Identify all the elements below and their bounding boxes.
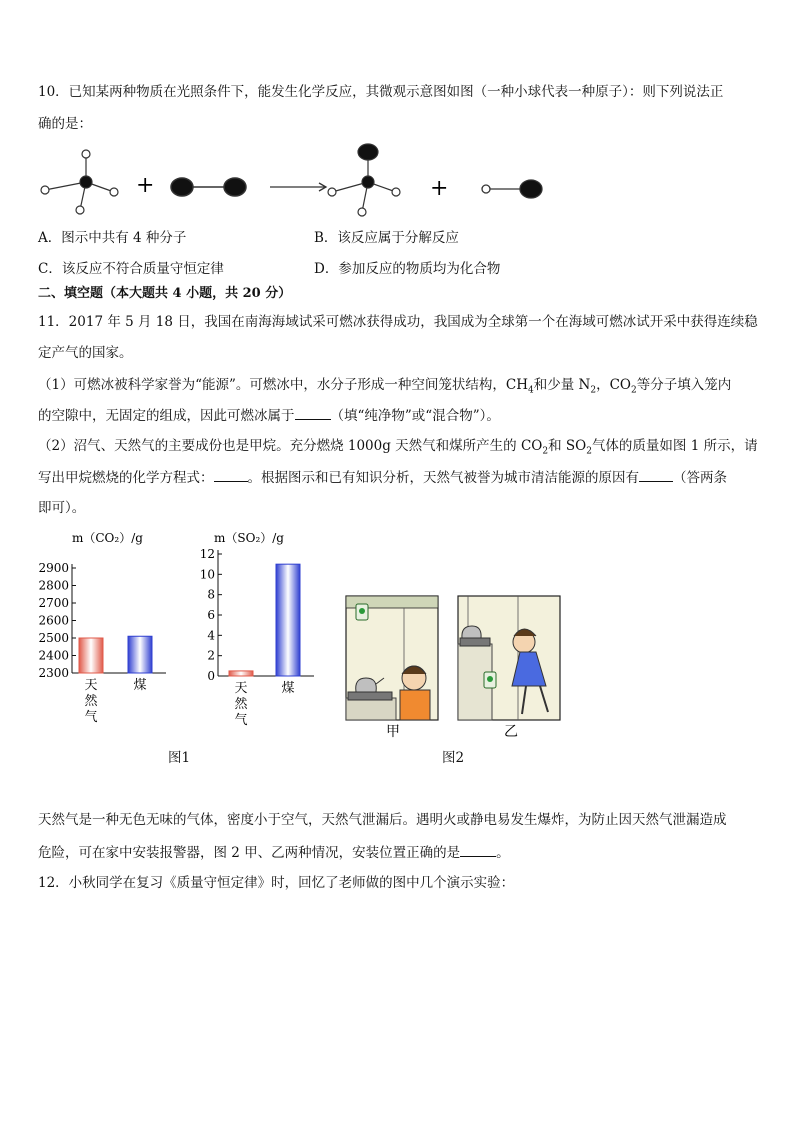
panel-label-jia: 甲 [386,724,400,740]
co2-bar-chart [28,528,188,738]
q11-part2-line3: 即可）。 [38,500,86,516]
panel-jia [346,596,438,720]
section-2-title: 二、填空题（本大题共 4 小题，共 20 分） [38,286,292,301]
bar-coal [128,636,152,673]
y-tick-label: 6 [207,608,215,622]
y-tick-label: 12 [199,547,215,561]
q10-option-a: A．图示中共有 4 种分子 [38,230,187,246]
x-tick-label: 气 [84,710,98,725]
q11-after-line2: 危险，可在家中安装报警器，图 2 甲、乙两种情况，安装位置正确的是 。 [38,842,756,863]
y-tick-label: 10 [199,567,215,582]
answer-blank-4[interactable] [460,842,496,857]
panel-label-yi: 乙 [504,724,518,740]
q11-part1-line2: 的空隙中，无固定的组成，因此可燃冰属于 （填“纯净物”或“混合物”）。 [38,405,756,426]
x-tick-label: 煤 [281,681,295,696]
y-tick-label: 4 [207,628,215,643]
y-tick-label: 2900 [38,561,69,575]
y-tick-label: 2400 [38,648,69,663]
bar-coal [276,564,300,676]
q10-option-d: D．参加反应的物质均为化合物 [314,261,501,277]
x-tick-label: 煤 [133,678,147,693]
q11-intro-line1: 11．2017 年 5 月 18 日，我国在南海海域试采可燃冰获得成功，我国成为全球第一个在海域可燃冰试开采中获得连续稳 [38,314,758,330]
x-tick-label: 然 [84,694,98,709]
q10-stem-line2: 确的是： [38,116,92,132]
answer-blank-3[interactable] [639,467,673,482]
answer-blank-1[interactable] [295,405,331,420]
product-molecule-1 [328,144,400,216]
q10-stem-line1: 10．已知某两种物质在光照条件下，能发生化学反应，其微观示意图如图（一种小球代表一种原子）：则下列说法正 [38,84,724,100]
y-tick-label: 0 [207,669,215,683]
x-tick-label: 然 [234,697,248,712]
reaction-diagram [30,140,560,220]
y-tick-label: 2 [207,648,215,663]
product-molecule-2 [482,180,542,198]
y-tick-label: 8 [207,587,215,602]
y-tick-label: 2700 [38,596,69,610]
y-tick-label: 2300 [38,666,69,680]
answer-blank-2[interactable] [214,467,248,482]
reactant-molecule-2 [171,178,246,196]
plus-sign-2: + [430,176,449,201]
q11-intro-line2: 定产气的国家。 [38,345,133,361]
q10-option-b: B．该反应属于分解反应 [314,230,459,246]
y-axis-label: m（SO₂）/g [214,531,284,545]
q11-part1-line1: （1）可燃冰被科学家誉为“能源”。可燃冰中，水分子形成一种空间笼状结构，$CH_4$和少量 $N_2$，$CO_2$等分子填入笼内 [38,377,732,396]
plus-sign-1: + [136,173,155,198]
q11-after-line1: 天然气是一种无色无味的气体，密度小于空气，天然气泄漏后。遇明火或静电易发生爆炸，为防止因天然气泄漏造成 [38,812,727,828]
x-tick-label: 气 [234,713,248,728]
y-tick-label: 2500 [38,631,69,645]
x-tick-label: 天 [84,678,98,693]
y-axis-label: m（CO₂）/g [72,531,143,545]
bar-natural-gas [229,671,253,676]
figure-1-caption: 图1 [168,750,191,766]
y-tick-label: 2800 [38,578,69,593]
q10-option-c: C．该反应不符合质量守恒定律 [38,261,224,277]
so2-bar-chart [190,528,320,738]
panel-yi [458,596,560,720]
y-tick-label: 2600 [38,613,69,628]
figure-2-caption: 图2 [442,750,465,766]
bar-natural-gas [79,638,103,673]
reaction-arrow [270,183,326,191]
reactant-molecule-1 [41,150,118,214]
x-tick-label: 天 [234,681,248,696]
figure-2-illustrations [344,594,564,744]
q12-stem: 12．小秋同学在复习《质量守恒定律》时，回忆了老师做的图中几个演示实验： [38,875,515,891]
q11-part2-line2: 写出甲烷燃烧的化学方程式： 。根据图示和已有知识分析，天然气被誉为城市清洁能源的原因有 （答两条 [38,467,756,488]
q11-part2-line1: （2）沼气、天然气的主要成份也是甲烷。充分燃烧 1000g 天然气和煤所产生的 $CO_2$和 $SO_2$气体的质量如图 1 所示，请 [38,438,758,457]
